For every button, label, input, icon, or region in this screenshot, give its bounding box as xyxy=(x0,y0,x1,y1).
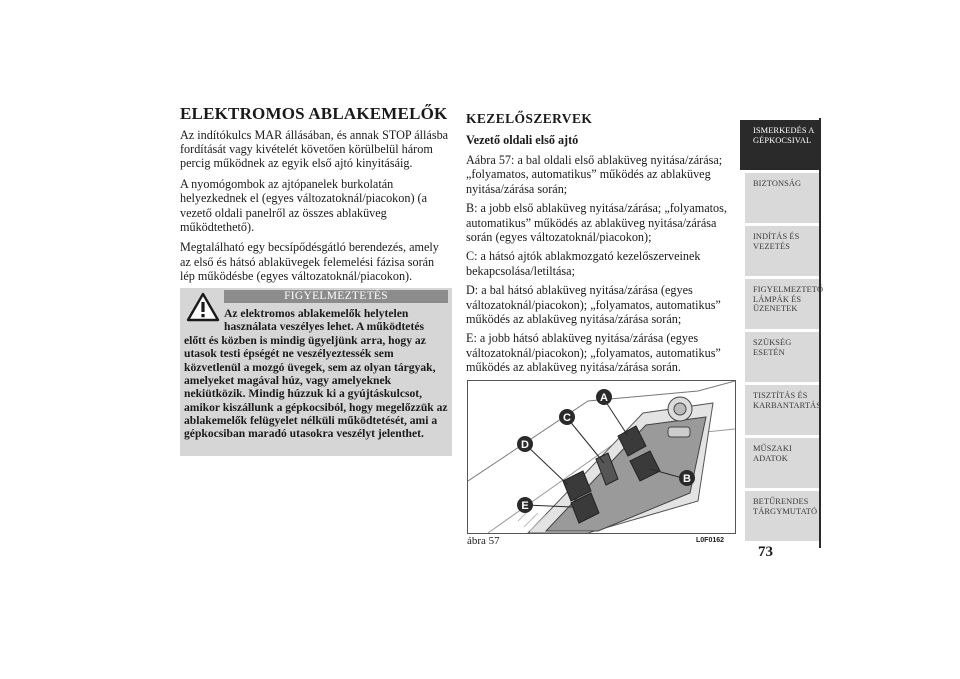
controls-subtitle: Vezető oldali első ajtó xyxy=(466,133,579,147)
tab-label: FIGYELMEZTETŐ LÁMPÁK ÉS ÜZENETEK xyxy=(753,285,824,314)
tab-inditas[interactable] xyxy=(745,224,819,276)
window-switch-illustration xyxy=(468,381,735,533)
tab-label: SZÜKSÉG ESETÉN xyxy=(753,338,792,357)
paragraph: C: a hátsó ajtók ablakmozgató kezelőszerveinek bekapcsolása/letiltása; xyxy=(466,249,701,278)
warning-header: FIGYELMEZTETÉS xyxy=(224,290,448,303)
figure-caption: ábra 57 xyxy=(467,535,500,547)
controls-title: KEZELŐSZERVEK xyxy=(466,111,593,126)
paragraph: Aábra 57: a bal oldali első ablaküveg nyitása/zárása; „folyamatos, automatikus” működés az ablaküveg nyitása/zárása során; xyxy=(466,153,723,196)
tab-label: BETŰRENDES TÁRGYMUTATÓ xyxy=(753,497,818,516)
figure-code: L0F0162 xyxy=(696,537,725,544)
tab-biztonsag[interactable] xyxy=(745,171,819,223)
svg-text:B: B xyxy=(683,473,691,485)
tab-ismerkedes[interactable] xyxy=(740,118,819,170)
tab-label: BIZTONSÁG xyxy=(753,179,802,188)
tab-tisztitas[interactable] xyxy=(745,383,819,435)
tab-szukseg[interactable] xyxy=(745,330,819,382)
tab-muszaki[interactable] xyxy=(745,436,819,488)
paragraph: D: a bal hátsó ablaküveg nyitása/zárása (egyes változatoknál/piacokon); „folyamatos, automatikus” működés az ablaküveg nyitása/zárása során; xyxy=(466,283,721,326)
svg-text:C: C xyxy=(563,412,571,424)
paragraph: E: a jobb hátsó ablaküveg nyitása/zárása (egyes változatoknál/piacokon); „folyamatos, automatikus” működés az ablaküveg nyitása/zárása során. xyxy=(466,331,721,375)
paragraph: A nyomógombok az ajtópanelek burkolatán helyezkednek el (egyes változatoknál/piacokon) (a vezető oldali panelről az összes ablaküveg működtethető). xyxy=(180,176,428,234)
warning-box xyxy=(180,288,452,456)
paragraph: B: a jobb első ablaküveg nyitása/zárása; „folyamatos, automatikus” működés az ablaküveg nyitása/zárása során (egyes változatoknál/piacokon); xyxy=(466,201,727,244)
svg-text:E: E xyxy=(521,500,529,512)
tab-label: ISMERKEDÉS A GÉPKOCSIVAL xyxy=(753,126,814,145)
tab-label: TISZTÍTÁS ÉS KARBANTARTÁS xyxy=(753,391,821,410)
tabs-edge-line xyxy=(819,118,821,548)
label-badge-d xyxy=(517,436,533,452)
paragraph: Az indítókulcs MAR állásában, és annak STOP állásba fordítását vagy kivételét követően körülbelül három percig működnek az egyik első ajtó kinyitásáig. xyxy=(180,127,449,171)
label-badge-c xyxy=(559,409,575,425)
tab-label: MŰSZAKI ADATOK xyxy=(753,444,792,463)
warning-triangle-icon xyxy=(186,292,220,322)
right-column xyxy=(466,111,738,379)
svg-text:D: D xyxy=(521,439,529,451)
label-badge-e xyxy=(517,497,533,513)
svg-text:A: A xyxy=(600,392,608,404)
label-badge-b xyxy=(679,470,695,486)
tab-betu[interactable] xyxy=(745,489,819,541)
paragraph: Megtalálható egy becsípődésgátló berendezés, amely az első és hátsó ablaküvegek felemelési fázisa során lép működésbe (egyes változatoknál/piacokon). xyxy=(180,240,439,284)
tab-figyelmezteto[interactable] xyxy=(745,277,824,329)
warning-body-text: előtt és közben is mindig ügyeljünk arra, hogy az utasok testi épségét ne veszélyeztessék sem közvetlenül a mozgó üvegek, sem az olyan tárgyak, amelyeket magával húz, vagy amelyeknek nekiütközik. Mindig húzzuk ki a gyújtáskulcsot, amikor kiszállunk a gépkocsiból, hogy megelőzzük az ablakemelők felügyelet nélküli működtetését, ami a gépkocsiban maradó utasokra veszélyt jelenthet. xyxy=(184,334,448,441)
section-title: ELEKTROMOS ABLAKEMELŐK xyxy=(180,104,448,123)
window-switch-figure xyxy=(467,380,736,534)
left-column xyxy=(180,104,452,289)
warning-lead-text: Az elektromos ablakemelők helytelen használata veszélyes lehet. A működtetés xyxy=(224,307,424,334)
page-number: 73 xyxy=(758,544,773,560)
tab-label: INDÍTÁS ÉS VEZETÉS xyxy=(753,232,800,251)
label-badge-a xyxy=(596,389,612,405)
